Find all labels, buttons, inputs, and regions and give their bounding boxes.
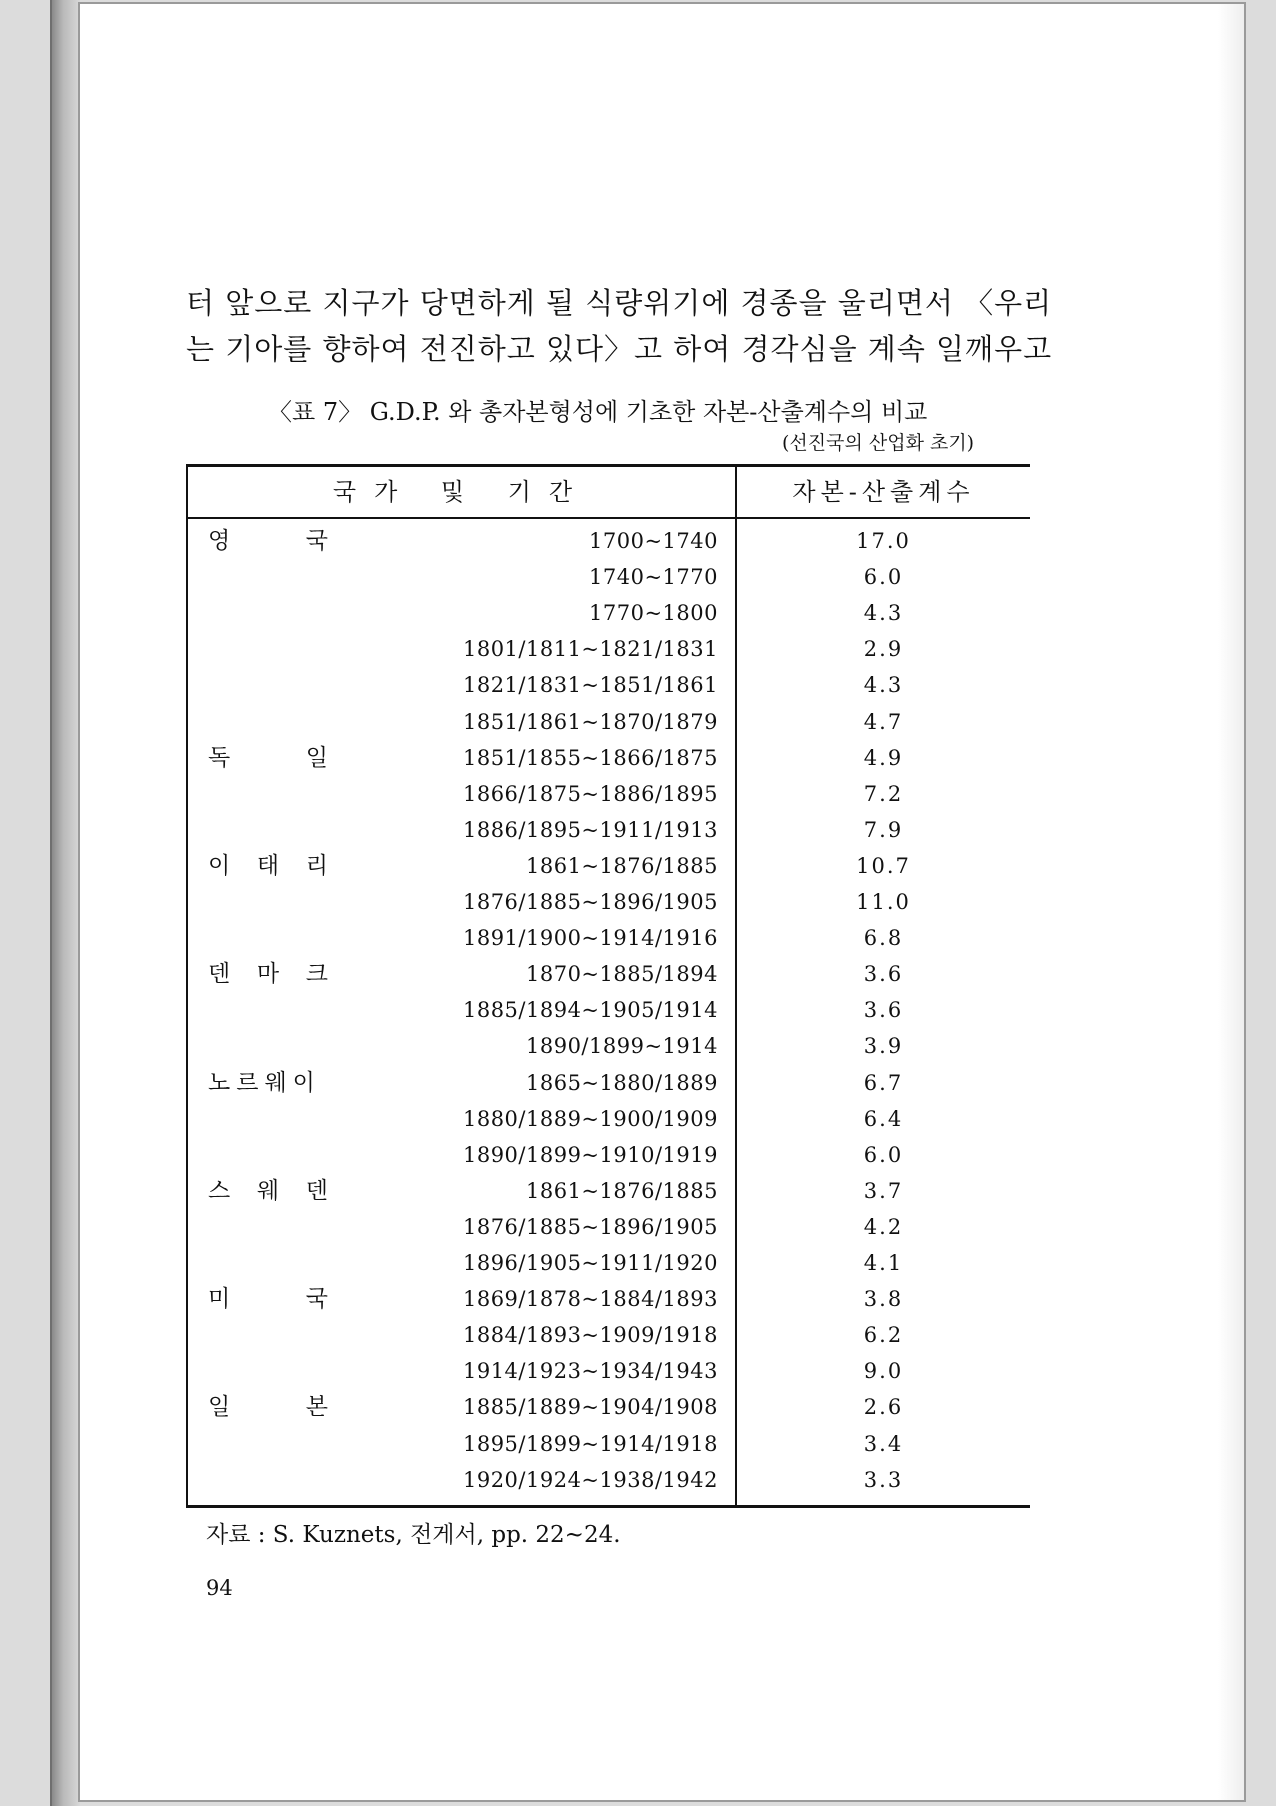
country-cell [208, 667, 328, 703]
coefficient-cell: 3.3 [863, 1467, 904, 1492]
period-cell: 1866/1875~1886/1895 [462, 781, 718, 806]
table-row [188, 1101, 1030, 1137]
period-cell: 1851/1855~1866/1875 [462, 745, 718, 770]
table-row [188, 992, 1030, 1028]
header-country-period: 국가 및 기간 [332, 478, 591, 506]
period-cell: 1876/1885~1896/1905 [462, 1214, 718, 1239]
table-row [188, 1245, 1030, 1281]
period-cell: 1770~1800 [589, 601, 718, 626]
country-cell: 독 일 [208, 744, 328, 771]
period-cell: 1891/1900~1914/1916 [462, 926, 718, 951]
country-cell [208, 559, 328, 595]
source-note: 자료 : S. Kuznets, 전게서, pp. 22~24. [206, 1522, 621, 1548]
coefficient-cell: 4.2 [863, 1214, 904, 1239]
coefficient-cell: 17.0 [856, 529, 911, 553]
period-cell: 1885/1894~1905/1914 [462, 998, 718, 1023]
book-spine [50, 0, 80, 1806]
table-row [188, 667, 1030, 703]
country-cell [208, 992, 328, 1028]
country-cell [208, 1137, 328, 1173]
period-cell: 1821/1831~1851/1861 [462, 673, 718, 698]
period-cell: 1895/1899~1914/1918 [462, 1431, 718, 1456]
coefficient-cell: 4.3 [863, 601, 904, 626]
coefficient-cell: 9.0 [863, 1359, 904, 1384]
country-cell: 노 르 웨 이 [208, 1069, 315, 1096]
coefficient-cell: 4.3 [863, 673, 904, 698]
body-text-line-1: 터 앞으로 지구가 당면하게 될 식량위기에 경종을 울리면서 〈우리 [186, 286, 1053, 320]
period-cell: 1886/1895~1911/1913 [462, 817, 718, 842]
period-cell: 1870~1885/1894 [525, 962, 718, 987]
coefficient-cell: 3.4 [863, 1431, 904, 1456]
coefficient-cell: 6.8 [863, 926, 904, 951]
country-cell: 덴 마 크 [208, 961, 328, 988]
table-subtitle: (선진국의 산업화 초기) [782, 432, 975, 454]
table-title: 〈표 7〉 G.D.P. 와 총자본형성에 기초한 자본-산출계수의 비교 [268, 398, 928, 426]
period-cell: 1884/1893~1909/1918 [462, 1323, 718, 1348]
country-cell [208, 1028, 328, 1064]
coefficient-cell: 3.9 [863, 1034, 904, 1059]
period-cell: 1740~1770 [589, 565, 718, 590]
table-row [188, 1137, 1030, 1173]
period-cell: 1861~1876/1885 [525, 1178, 718, 1203]
period-cell: 1914/1923~1934/1943 [462, 1359, 718, 1384]
coefficient-cell: 10.7 [856, 853, 911, 878]
table-row [188, 956, 1030, 992]
period-cell: 1851/1861~1870/1879 [462, 709, 718, 734]
period-cell: 1880/1889~1900/1909 [462, 1106, 718, 1131]
country-cell: 스 웨 덴 [208, 1177, 328, 1204]
country-cell [208, 1426, 328, 1462]
coefficient-cell: 4.9 [863, 745, 904, 770]
coefficient-cell: 3.8 [863, 1287, 904, 1312]
country-cell: 일 본 [208, 1394, 328, 1421]
country-cell [208, 812, 328, 848]
table-row [188, 1065, 1030, 1101]
coefficient-cell: 11.0 [856, 890, 911, 914]
country-cell [208, 1353, 328, 1389]
period-cell: 1861~1876/1885 [525, 853, 718, 878]
period-cell: 1876/1885~1896/1905 [462, 890, 718, 914]
coefficient-cell: 6.0 [863, 1142, 904, 1167]
country-cell [208, 1209, 328, 1245]
table-row [188, 1353, 1030, 1389]
period-cell: 1890/1899~1914 [525, 1034, 718, 1059]
table-row [188, 1281, 1030, 1317]
table-row [188, 1389, 1030, 1425]
table-row [188, 1317, 1030, 1353]
coefficient-cell: 2.6 [863, 1395, 904, 1420]
table-row [188, 1209, 1030, 1245]
table-row [188, 631, 1030, 667]
coefficient-cell: 6.4 [863, 1106, 904, 1131]
table-row [188, 1028, 1030, 1064]
country-cell [208, 884, 328, 920]
table-row [188, 920, 1030, 956]
table-row [188, 812, 1030, 848]
coefficient-cell: 6.2 [863, 1323, 904, 1348]
coefficient-cell: 6.7 [863, 1070, 904, 1095]
country-cell [208, 1101, 328, 1137]
coefficient-cell: 3.7 [863, 1178, 904, 1203]
period-cell: 1869/1878~1884/1893 [462, 1287, 718, 1312]
country-cell [208, 631, 328, 667]
country-cell: 이 태 리 [208, 852, 328, 879]
page-number: 94 [206, 1576, 233, 1600]
coefficient-cell: 3.6 [863, 998, 904, 1023]
table-row [188, 848, 1030, 884]
period-cell: 1801/1811~1821/1831 [462, 637, 718, 662]
country-cell [208, 1462, 328, 1498]
country-cell [208, 1317, 328, 1353]
table-row [188, 523, 1030, 559]
period-cell: 1890/1899~1910/1919 [462, 1142, 718, 1167]
table-row [188, 884, 1030, 920]
coefficient-cell: 7.9 [863, 817, 904, 842]
period-cell: 1865~1880/1889 [525, 1070, 718, 1095]
country-cell: 영 국 [208, 528, 328, 554]
page-edge-shade [1218, 4, 1244, 1800]
period-cell: 1896/1905~1911/1920 [462, 1251, 718, 1275]
table-row [188, 1426, 1030, 1462]
table-row [188, 595, 1030, 631]
body-text [186, 280, 1053, 372]
table-row [188, 1462, 1030, 1498]
table-row [188, 776, 1030, 812]
table-row [188, 1173, 1030, 1209]
coefficient-cell: 3.6 [863, 962, 904, 987]
country-cell [208, 595, 328, 631]
country-cell: 미 국 [208, 1286, 328, 1313]
coefficient-cell: 4.7 [863, 709, 904, 734]
country-cell [208, 920, 328, 956]
data-table [186, 464, 1030, 1508]
table-header [188, 467, 1030, 519]
period-cell: 1700~1740 [589, 529, 718, 553]
coefficient-cell: 7.2 [863, 781, 904, 806]
coefficient-cell: 2.9 [863, 637, 904, 662]
country-cell [208, 704, 328, 740]
table-row [188, 559, 1030, 595]
country-cell [208, 776, 328, 812]
table-row [188, 740, 1030, 776]
period-cell: 1885/1889~1904/1908 [462, 1395, 718, 1420]
period-cell: 1920/1924~1938/1942 [462, 1467, 718, 1492]
country-cell [208, 1245, 328, 1281]
table-row [188, 704, 1030, 740]
coefficient-cell: 4.1 [863, 1251, 904, 1275]
header-coefficient: 자본-산출계수 [792, 478, 975, 506]
body-text-line-2: 는 기아를 향하여 전진하고 있다〉고 하여 경각심을 계속 일깨우고 [186, 332, 1053, 366]
coefficient-cell: 6.0 [863, 565, 904, 590]
